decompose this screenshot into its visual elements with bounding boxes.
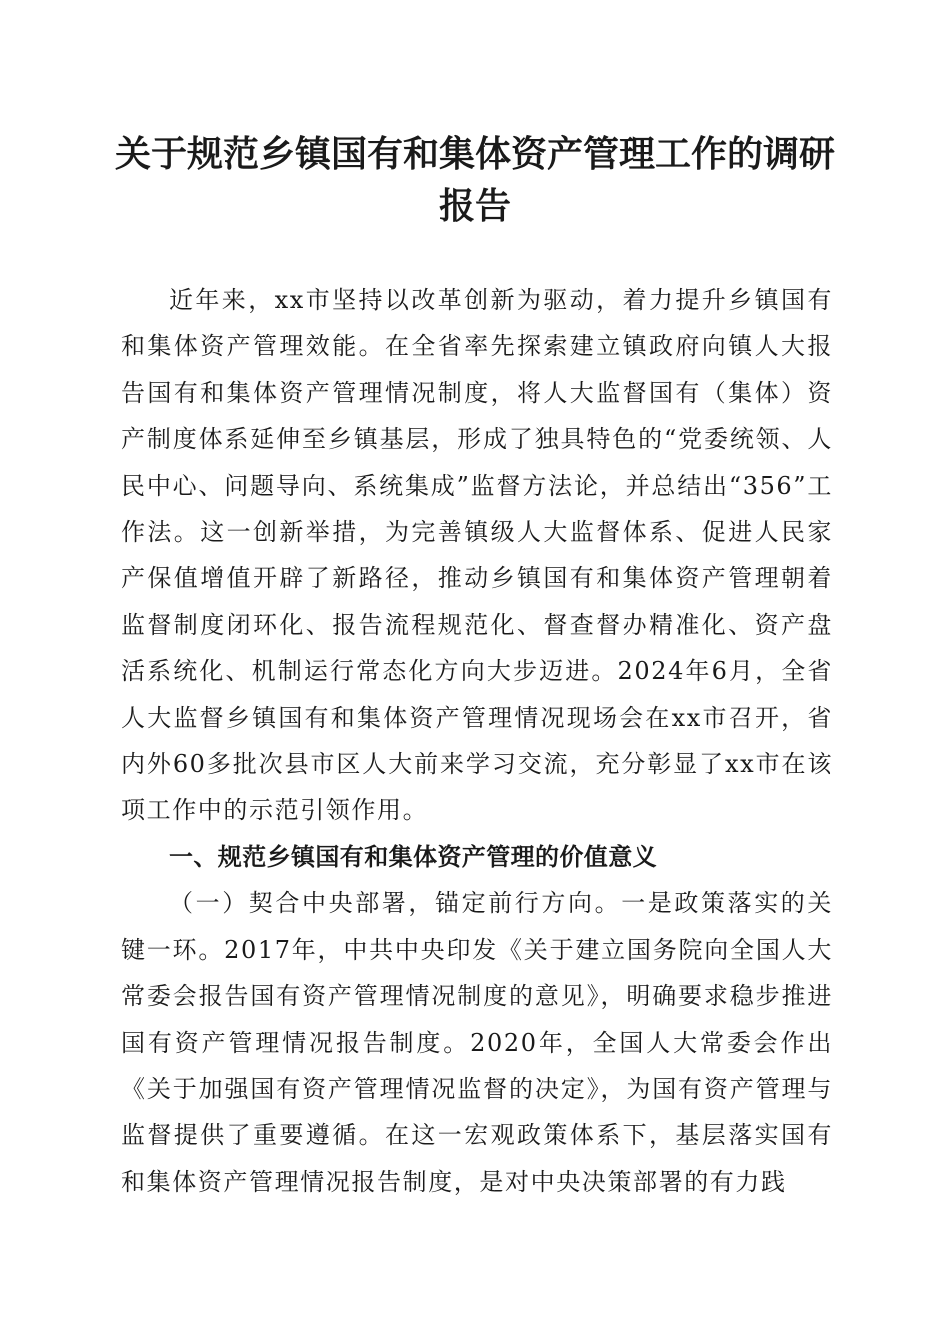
document-title — [100, 128, 850, 232]
body-paragraph: （一）契合中央部署，锚定前行方向。一是政策落实的关键一环。2017年，中共中央印发《关于建立国务院向全国人大常委会报告国有资产管理情况制度的意见》，明确要求稳步推进国有资产管理情况报告制度。2020年，全国人大常委会作出《关于加强国有资产管理情况监督的决定》，为国有资产管理与监督提供了重要遵循。在这一宏观政策体系下，基层落实国有和集体资产管理情况报告制度，是对中央决策部署的有力践 — [121, 889, 833, 1196]
title-line-2: 报告 — [438, 185, 511, 227]
title-line-1: 关于规范乡镇国有和集体资产管理工作的调研 — [114, 133, 835, 175]
intro-paragraph: 近年来，xx市坚持以改革创新为驱动，着力提升乡镇国有和集体资产管理效能。在全省率先探索建立镇政府向镇人大报告国有和集体资产管理情况制度，将人大监督国有（集体）资产制度体系延伸至乡镇基层，形成了独具特色的“党委统领、人民中心、问题导向、系统集成”监督方法论，并总结出“356”工作法。这一创新举措，为完善镇级人大监督体系、促进人民家产保值增值开辟了新路径，推动乡镇国有和集体资产管理朝着监督制度闭环化、报告流程规范化、督查督办精准化、资产盘活系统化、机制运行常态化方向大步迈进。2024年6月，全省人大监督乡镇国有和集体资产管理情况现场会在xx市召开，省内外60多批次县市区人大前来学习交流，充分彰显了xx市在该项工作中的示范引领作用。 — [121, 286, 833, 825]
section-heading: 一、规范乡镇国有和集体资产管理的价值意义 — [169, 842, 657, 871]
document-body — [121, 277, 833, 1205]
